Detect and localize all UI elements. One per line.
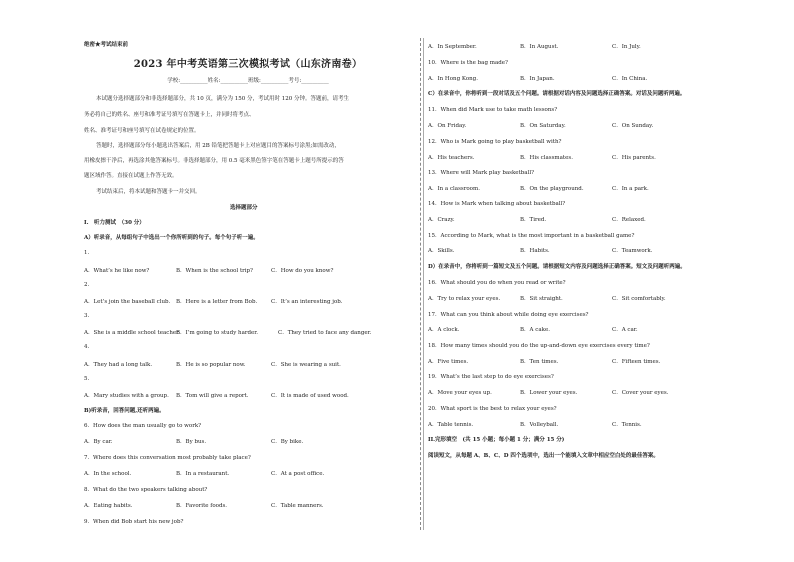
question-text: 14．How is Mark when talking about basketball? — [428, 201, 566, 207]
part1-d-instructions: D）在录音中，你将听到一篇短文及五个问题。请根据短文内容及问题选择正确答案。短文及问题听两遍。 — [428, 264, 686, 270]
option-a: A．Eating habits. — [84, 503, 133, 509]
question-text: 11．When did Mark use to take math lessons? — [428, 107, 558, 113]
option-c: C．They tried to face any danger. — [278, 330, 372, 336]
option-a: A．Try to relax your eyes. — [428, 296, 501, 302]
exam-title: 2023 年中考英语第三次模拟考试（山东济南卷） — [133, 59, 363, 70]
option-a: A．His teachers. — [428, 155, 475, 161]
question-number: 3. — [84, 313, 90, 319]
option-b: B．I’m going to study harder. — [176, 330, 259, 336]
part1-c-instructions: C）在录音中，你将听到一段对话及五个问题。请根据对话内容及问题选择正确答案。对话及问题听两遍。 — [428, 91, 686, 97]
option-c: C．At a post office. — [271, 471, 325, 477]
option-c: C．Sit comfortably. — [612, 296, 666, 302]
question-text: 10．Where is the bag made? — [428, 60, 508, 66]
option-a: A．Table tennis. — [428, 422, 474, 428]
option-b: B．Favorite foods. — [176, 503, 228, 509]
question-text: 15．According to Mark, what is the most important in a basketball game? — [428, 233, 635, 239]
option-b: B．Volleyball. — [520, 422, 559, 428]
option-a: A．Let’s join the baseball club. — [84, 299, 171, 305]
option-a: A．Mary studies with a group. — [84, 393, 169, 399]
part1-b-instructions: B)听录音，回答问题,还听两遍。 — [84, 408, 165, 414]
option-b: B．He is so popular now. — [176, 362, 246, 368]
option-b: B．Habits. — [520, 248, 550, 254]
option-a: A．Move your eyes up. — [428, 390, 492, 396]
option-c: C．It is made of used wood. — [271, 393, 349, 399]
question-text: 7．Where does this conversation most probably take place? — [84, 455, 251, 461]
option-b: B．Tired. — [520, 217, 547, 223]
option-b: B．Tom will give a report. — [176, 393, 249, 399]
column-divider-solid — [423, 38, 424, 530]
question-text: 17．What can you think about while doing eye exercises? — [428, 312, 589, 318]
option-c: C．On Sunday. — [612, 123, 654, 129]
option-b: B．Ten times. — [520, 359, 559, 365]
question-text: 13．Where will Mark play basketball? — [428, 170, 535, 176]
option-c: C．How do you know? — [271, 268, 334, 274]
section-title: 选择题部分 — [230, 205, 258, 211]
part2-title: II.完形填空 (共 15 小题；每小题 1 分；满分 15 分) — [428, 437, 565, 443]
option-b: B．Sit straight. — [520, 296, 563, 302]
note-line: 务必将自己的姓名、座号和准考证号填写在答题卡上，并同时将考点、 — [84, 112, 255, 118]
question-text: 12．Who is Mark going to play basketball with? — [428, 139, 562, 145]
note-line: 考试结束后，将本试题和答题卡一并交回。 — [96, 189, 201, 195]
option-b: B．When is the school trip? — [176, 268, 254, 274]
option-b: B．By bus. — [176, 439, 207, 445]
question-text: 9．When did Bob start his new job? — [84, 519, 184, 525]
column-divider — [420, 38, 421, 530]
option-c: C．A car. — [612, 327, 638, 333]
option-b: B．In August. — [520, 44, 559, 50]
option-a: A．Five times. — [428, 359, 469, 365]
option-b: B．Lower your eyes. — [520, 390, 578, 396]
question-number: 1. — [84, 250, 90, 256]
option-c: C．Fifteen times. — [612, 359, 661, 365]
question-text: 6．How does the man usually go to work? — [84, 423, 202, 429]
option-b: B．In a restaurant. — [176, 471, 230, 477]
option-c: C．She is wearing a suit. — [271, 362, 341, 368]
option-c: C．Teamwork. — [612, 248, 653, 254]
option-a: A．In the school. — [84, 471, 132, 477]
note-line: 题区域作答。直接在试题上作答无效。 — [84, 173, 178, 179]
question-text: 8．What do the two speakers talking about? — [84, 487, 208, 493]
option-a: A．In a classroom. — [428, 186, 480, 192]
option-c: C．Cover your eyes. — [612, 390, 669, 396]
option-c: C．It’s an interesting job. — [271, 299, 343, 305]
option-a: A．In Hong Kong. — [428, 76, 478, 82]
option-c: C．In July. — [612, 44, 641, 50]
option-b: B．On Saturday. — [520, 123, 566, 129]
option-b: B．A cake. — [520, 327, 550, 333]
part2-instructions: 阅读短文，从每题 A、B、C、D 四个选项中，选出一个能填入文章中相应空白处的最佳答案。 — [428, 453, 659, 459]
option-a: A．They had a long talk. — [84, 362, 153, 368]
option-c: C．In a park. — [612, 186, 649, 192]
option-c: C．Relaxed. — [612, 217, 646, 223]
option-a: A．A clock. — [428, 327, 460, 333]
note-line: 姓名、准考证号和座号填写在试卷规定的位置。 — [84, 128, 200, 134]
option-c: C．His parents. — [612, 155, 656, 161]
option-a: A．She is a middle school teacher. — [84, 330, 180, 336]
question-number: 4. — [84, 344, 90, 350]
option-b: B．His classmates. — [520, 155, 573, 161]
option-c: C．By bike. — [271, 439, 304, 445]
question-text: 16．What should you do when you read or write? — [428, 280, 566, 286]
option-b: B．In Japan. — [520, 76, 555, 82]
part1-a-instructions: A）听录音，从每组句子中选出一个你所听到的句子。每个句子听一遍。 — [84, 235, 259, 241]
student-info-line: 学校:__________姓名:__________班级:__________考号:__________ — [167, 78, 329, 84]
question-text: 19．What’s the last step to do eye exercises? — [428, 374, 554, 380]
question-text: 18．How many times should you do the up-and-down eye exercises every time? — [428, 343, 650, 349]
secret-label: 绝密★考试结束前 — [84, 42, 129, 48]
option-c: C．In China. — [612, 76, 648, 82]
question-number: 5. — [84, 376, 90, 382]
note-line: 答题时，选择题部分每小题选出答案后，用 2B 铅笔把答题卡上对应题目的答案标号涂黑;如需改动， — [96, 143, 340, 149]
option-c: C．Table manners. — [271, 503, 324, 509]
question-text: 20．What sport is the best to relax your eyes? — [428, 406, 557, 412]
option-b: B．Here is a letter from Bob. — [176, 299, 258, 305]
option-b: B．On the playground. — [520, 186, 584, 192]
option-a: A．What’s he like now? — [84, 268, 150, 274]
option-a: A．By car. — [84, 439, 113, 445]
question-number: 2. — [84, 282, 90, 288]
part1-title: I. 听力测试 （30 分） — [84, 220, 145, 226]
note-line: 用橡皮擦干净后，再选涂其他答案标号。非选择题部分，用 0.5 毫米黑色签字笔在答题卡上题号所提示的答 — [84, 158, 344, 164]
option-a: A．Skills. — [428, 248, 455, 254]
option-a: A．In September. — [428, 44, 477, 50]
option-a: A．Crazy. — [428, 217, 455, 223]
option-a: A．On Friday. — [428, 123, 467, 129]
note-line: 本试题分选择题部分和非选择题部分，共 10 页，满分为 150 分，考试用时 120 分钟。答题前，请考生 — [96, 96, 349, 102]
option-c: C．Tennis. — [612, 422, 642, 428]
